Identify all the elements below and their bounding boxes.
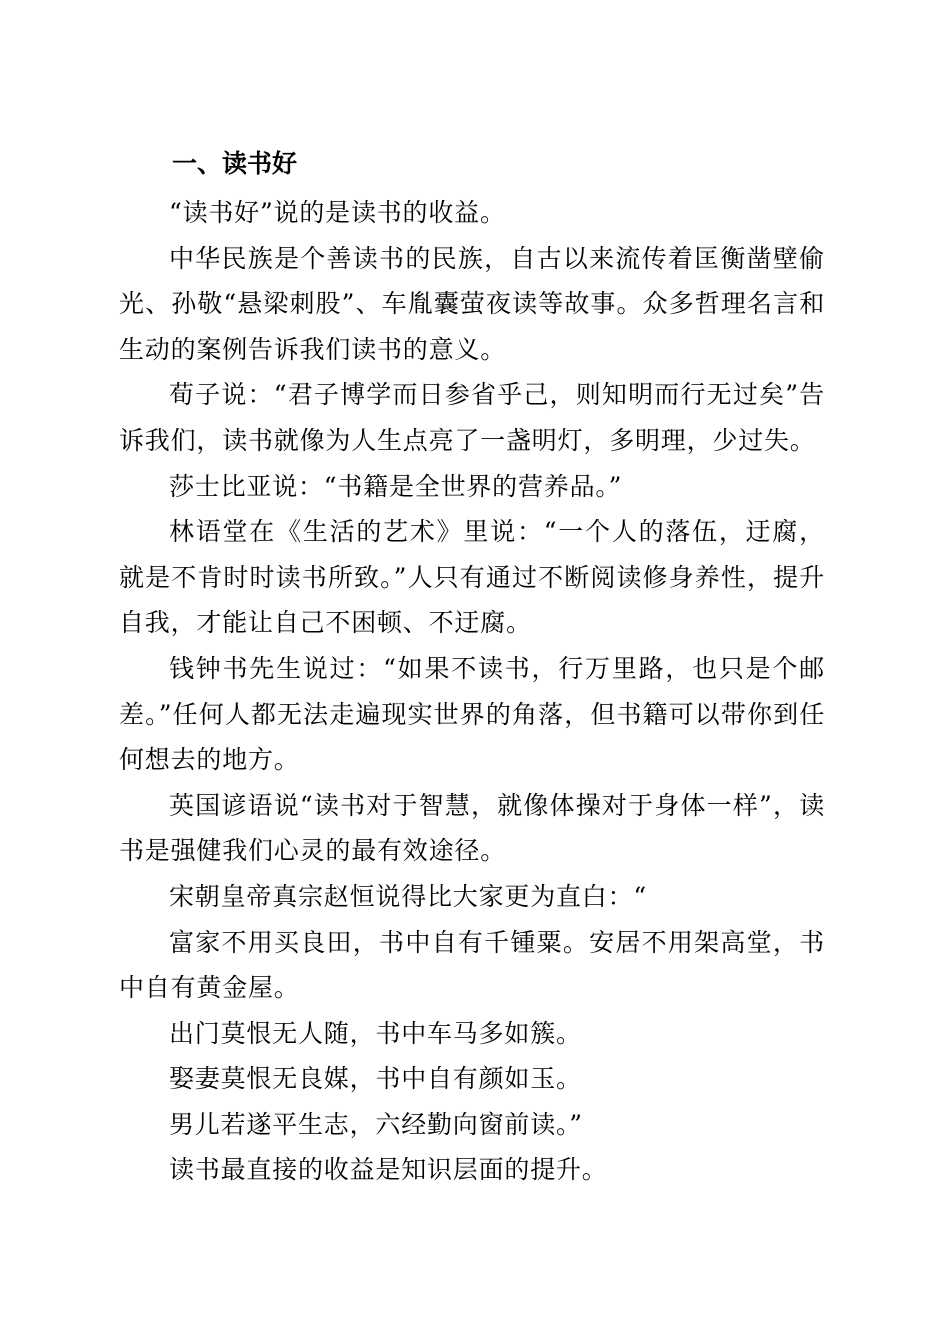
paragraph: 男儿若遂平生志，六经勤向窗前读。” [169, 1109, 583, 1139]
section-heading: 一、读书好 [172, 149, 298, 178]
paragraph: 林语堂在《生活的艺术》里说：“一个人的落伍，迂腐，就是不肯时时读书所致。”人只有通过不断阅读修身养性，提升自我，才能让自己不困顿、不迂腐。 [119, 517, 825, 638]
paragraph: 宋朝皇帝真宗赵恒说得比大家更为直白：“ [169, 881, 647, 911]
body-text [119, 190, 825, 1193]
paragraph: 娶妻莫恨无良媒，书中自有颜如玉。 [169, 1064, 582, 1094]
paragraph: 出门莫恨无人随，书中车马多如簇。 [169, 1018, 582, 1048]
paragraph: 中华民族是个善读书的民族，自古以来流传着匡衡凿壁偷光、孙敬“悬梁刺股”、车胤囊萤夜读等故事。众多哲理名言和生动的案例告诉我们读书的意义。 [119, 243, 825, 364]
paragraph: 富家不用买良田，书中自有千锺粟。安居不用架高堂，书中自有黄金屋。 [119, 927, 825, 1003]
paragraph: “读书好”说的是读书的收益。 [169, 198, 506, 227]
paragraph: 荀子说：“君子博学而日参省乎己，则知明而行无过矣”告诉我们，读书就像为人生点亮了一盏明灯，多明理，少过失。 [119, 380, 825, 455]
paragraph: 英国谚语说“读书对于智慧，就像体操对于身体一样”，读书是强健我们心灵的最有效途径。 [119, 790, 825, 866]
paragraph: 钱钟书先生说过：“如果不读书，行万里路，也只是个邮差。”任何人都无法走遍现实世界的角落，但书籍可以带你到任何想去的地方。 [119, 653, 825, 775]
paragraph: 读书最直接的收益是知识层面的提升。 [169, 1155, 608, 1185]
paragraph: 莎士比亚说：“书籍是全世界的营养品。” [169, 471, 623, 501]
